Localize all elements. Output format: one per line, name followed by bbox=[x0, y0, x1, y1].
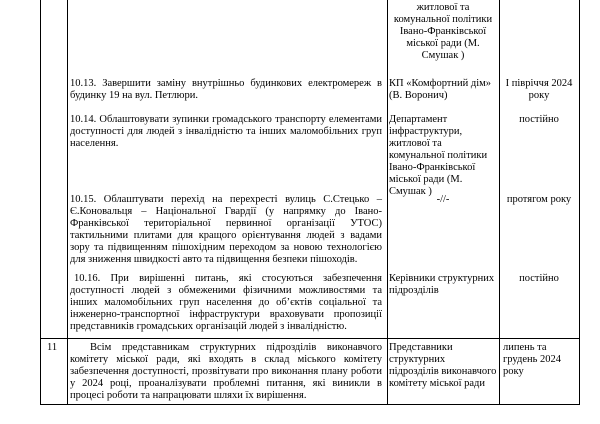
row-2-term: постійно bbox=[519, 114, 559, 125]
row-2-task: 10.14. Облаштовувати зупинки громадського транспорту елементами доступності для людей з інвалідністю та інших маломобільних груп населення. bbox=[70, 114, 382, 149]
row-5-task: Всім представникам структурних підрозділів виконавчого комітету міської ради, які входять в склад міського комітету забезпечення доступності, прозвітувати про виконання плану роботи у 2024 році, проаналізувати проблемні питання, які виникли в процесі роботи та напрацювати шляхи їх вирішення. bbox=[70, 342, 382, 401]
row-3-task: 10.15. Облаштувати перехід на перехресті вулиць С.Стецько – Є.Коновальця – Національної Гвардії (у напрямку до Івано-Франківської територіальної первинної організації УТОС) тактильними плитами для кращого орієнтування людей з вадами зору та підвищенням пішохідним переходом за новою технологією для зниження швидкості авто та підвищення безпеки пішоходів. bbox=[70, 194, 382, 265]
row-5-number: 11 bbox=[47, 342, 58, 353]
table-border-left bbox=[40, 0, 41, 405]
row-4-responsible: Керівники структурних підрозділів bbox=[389, 273, 495, 296]
row-4-term: постійно bbox=[519, 273, 559, 284]
row-separator bbox=[40, 338, 580, 339]
row-5-responsible: Представники структурних підрозділів виконавчого комітету міської ради bbox=[389, 342, 497, 389]
table-border-right bbox=[579, 0, 580, 405]
table-border-bottom bbox=[40, 404, 580, 405]
row-1-responsible: КП «Комфортний дім» (В. Воронич) bbox=[389, 78, 492, 101]
row-3-responsible: -//- bbox=[436, 194, 450, 205]
table-divider-responsible bbox=[499, 0, 500, 405]
table-divider-task bbox=[387, 0, 388, 405]
row-2-responsible: Департамент інфраструктури, житлової та комунальної політики Івано-Франківської міської ради (М. Смушак ) bbox=[389, 114, 488, 197]
row-0-responsible: житлової та комунальної політики Івано-Франківської міської ради (М. Смушак ) bbox=[393, 2, 493, 61]
row-1-term: І півріччя 2024 року bbox=[505, 78, 573, 101]
row-5-term: липень та грудень 2024 року bbox=[503, 342, 562, 377]
row-4-task: 10.16. При вирішенні питань, які стосуються забезпечення доступності людей з обмеженими фізичними можливостями та інших маломобільних груп населення до об’єктів соціальної та інженерно-транспортної інфраструктури враховувати пропозиції представників громадських організацій людей з інвалідністю. bbox=[70, 273, 382, 332]
row-3-term: протягом року bbox=[506, 194, 572, 205]
table-divider-number bbox=[67, 0, 68, 405]
row-1-task: 10.13. Завершити заміну внутрішньо будинкових електромереж в будинку 19 на вул. Петлюри. bbox=[70, 78, 382, 101]
